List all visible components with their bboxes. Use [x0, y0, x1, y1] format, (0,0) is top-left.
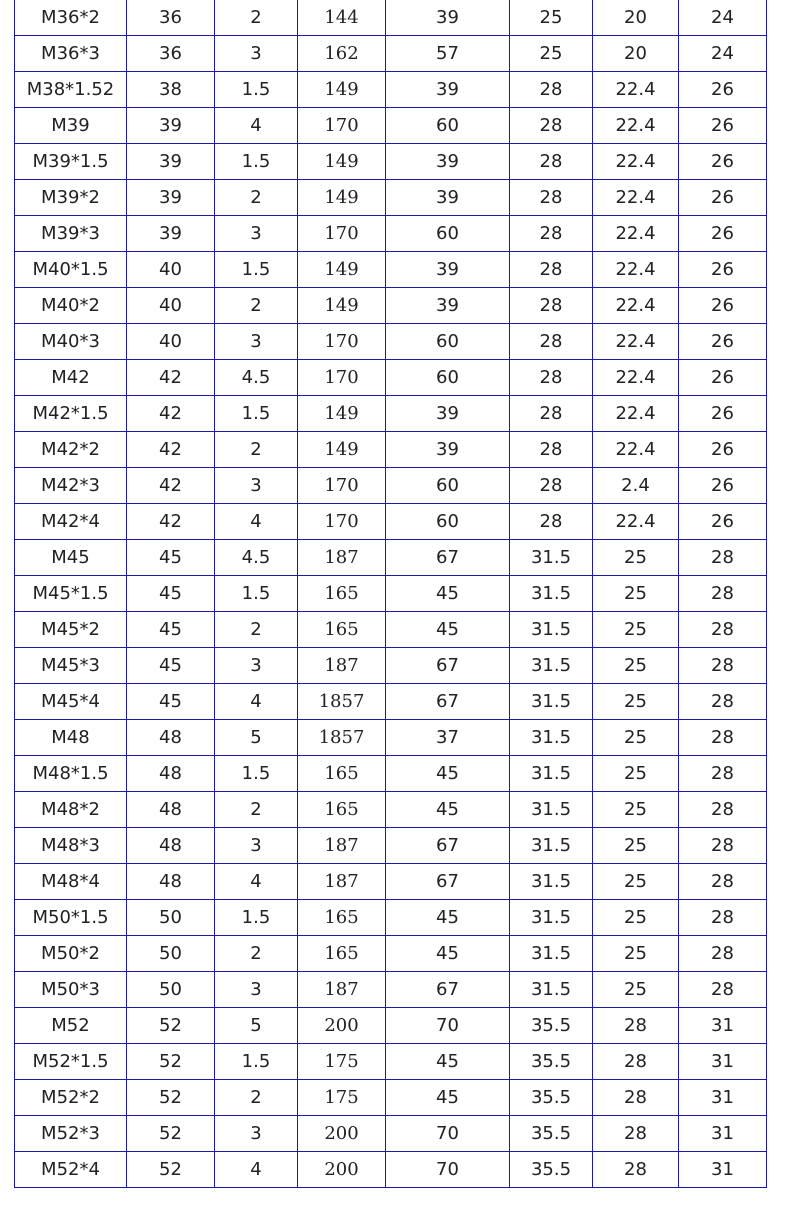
cell-pitch: 1.5 [215, 756, 298, 792]
cell-pitch: 1.5 [215, 900, 298, 936]
cell-nominal-diameter: 39 [127, 216, 215, 252]
table-row [15, 216, 767, 252]
cell-nominal-diameter: 39 [127, 180, 215, 216]
cell-length-l: 187 [298, 828, 386, 864]
cell-dimension-c: 26 [679, 216, 767, 252]
cell-dimension-a: 28 [510, 180, 593, 216]
cell-thread-size: M39*1.5 [15, 144, 127, 180]
cell-dimension-c: 24 [679, 0, 767, 36]
cell-thread-size: M50*2 [15, 936, 127, 972]
cell-thread-length: 67 [386, 828, 510, 864]
cell-dimension-a: 28 [510, 72, 593, 108]
cell-thread-length: 45 [386, 612, 510, 648]
cell-thread-size: M42 [15, 360, 127, 396]
cell-dimension-c: 28 [679, 540, 767, 576]
table-row [15, 396, 767, 432]
cell-dimension-c: 31 [679, 1116, 767, 1152]
cell-thread-size: M39*2 [15, 180, 127, 216]
cell-dimension-b: 22.4 [593, 288, 679, 324]
cell-dimension-a: 35.5 [510, 1044, 593, 1080]
cell-length-l: 170 [298, 504, 386, 540]
table-row [15, 756, 767, 792]
cell-length-l: 200 [298, 1152, 386, 1188]
cell-dimension-c: 28 [679, 900, 767, 936]
cell-pitch: 2 [215, 0, 298, 36]
cell-dimension-a: 31.5 [510, 648, 593, 684]
cell-nominal-diameter: 50 [127, 900, 215, 936]
cell-length-l: 187 [298, 648, 386, 684]
cell-dimension-b: 25 [593, 900, 679, 936]
cell-length-l: 170 [298, 108, 386, 144]
cell-length-l: 175 [298, 1080, 386, 1116]
cell-dimension-a: 31.5 [510, 936, 593, 972]
cell-pitch: 4.5 [215, 540, 298, 576]
cell-pitch: 1.5 [215, 252, 298, 288]
cell-dimension-b: 22.4 [593, 504, 679, 540]
cell-dimension-c: 28 [679, 720, 767, 756]
cell-dimension-c: 26 [679, 468, 767, 504]
table-row [15, 180, 767, 216]
table-row [15, 648, 767, 684]
cell-dimension-a: 35.5 [510, 1152, 593, 1188]
cell-nominal-diameter: 45 [127, 612, 215, 648]
cell-pitch: 3 [215, 216, 298, 252]
cell-pitch: 1.5 [215, 144, 298, 180]
cell-pitch: 2 [215, 432, 298, 468]
cell-thread-size: M40*2 [15, 288, 127, 324]
cell-thread-length: 39 [386, 72, 510, 108]
cell-dimension-b: 22.4 [593, 324, 679, 360]
table-row [15, 540, 767, 576]
table-row [15, 504, 767, 540]
cell-nominal-diameter: 45 [127, 576, 215, 612]
cell-dimension-c: 26 [679, 396, 767, 432]
cell-dimension-c: 26 [679, 180, 767, 216]
cell-length-l: 1857 [298, 684, 386, 720]
cell-thread-length: 45 [386, 756, 510, 792]
table-row [15, 324, 767, 360]
cell-dimension-b: 28 [593, 1008, 679, 1044]
cell-thread-size: M45 [15, 540, 127, 576]
cell-dimension-a: 31.5 [510, 828, 593, 864]
cell-dimension-c: 26 [679, 288, 767, 324]
cell-thread-length: 39 [386, 396, 510, 432]
cell-dimension-c: 26 [679, 324, 767, 360]
cell-thread-size: M50*1.5 [15, 900, 127, 936]
cell-dimension-b: 25 [593, 576, 679, 612]
cell-dimension-b: 22.4 [593, 72, 679, 108]
cell-nominal-diameter: 39 [127, 144, 215, 180]
cell-thread-length: 70 [386, 1008, 510, 1044]
cell-thread-length: 45 [386, 576, 510, 612]
thread-spec-table [14, 0, 767, 1188]
table-row [15, 0, 767, 36]
cell-nominal-diameter: 45 [127, 684, 215, 720]
cell-thread-size: M39*3 [15, 216, 127, 252]
cell-length-l: 149 [298, 180, 386, 216]
cell-length-l: 165 [298, 936, 386, 972]
cell-dimension-b: 25 [593, 792, 679, 828]
cell-thread-length: 57 [386, 36, 510, 72]
table-row [15, 36, 767, 72]
cell-dimension-b: 22.4 [593, 252, 679, 288]
cell-thread-size: M42*4 [15, 504, 127, 540]
cell-dimension-a: 31.5 [510, 972, 593, 1008]
cell-pitch: 2 [215, 612, 298, 648]
cell-pitch: 1.5 [215, 396, 298, 432]
cell-thread-size: M38*1.52 [15, 72, 127, 108]
cell-pitch: 4 [215, 1152, 298, 1188]
table-row [15, 972, 767, 1008]
table-row [15, 612, 767, 648]
cell-dimension-a: 31.5 [510, 864, 593, 900]
cell-thread-length: 60 [386, 504, 510, 540]
cell-pitch: 3 [215, 648, 298, 684]
cell-dimension-b: 28 [593, 1152, 679, 1188]
cell-length-l: 187 [298, 864, 386, 900]
cell-dimension-c: 31 [679, 1008, 767, 1044]
cell-dimension-a: 31.5 [510, 792, 593, 828]
cell-pitch: 2 [215, 936, 298, 972]
cell-thread-length: 67 [386, 684, 510, 720]
table-body [15, 0, 767, 1188]
cell-pitch: 5 [215, 1008, 298, 1044]
cell-dimension-c: 28 [679, 684, 767, 720]
cell-nominal-diameter: 48 [127, 864, 215, 900]
cell-thread-size: M45*3 [15, 648, 127, 684]
table-row [15, 1008, 767, 1044]
table-row [15, 576, 767, 612]
cell-thread-size: M39 [15, 108, 127, 144]
cell-nominal-diameter: 40 [127, 288, 215, 324]
cell-dimension-b: 25 [593, 864, 679, 900]
cell-nominal-diameter: 52 [127, 1008, 215, 1044]
cell-dimension-a: 28 [510, 360, 593, 396]
table-row [15, 360, 767, 396]
cell-dimension-a: 31.5 [510, 756, 593, 792]
cell-dimension-a: 31.5 [510, 612, 593, 648]
table-row [15, 288, 767, 324]
cell-dimension-c: 26 [679, 72, 767, 108]
cell-thread-length: 39 [386, 180, 510, 216]
cell-dimension-c: 24 [679, 36, 767, 72]
cell-length-l: 165 [298, 576, 386, 612]
cell-dimension-a: 35.5 [510, 1080, 593, 1116]
cell-dimension-c: 28 [679, 792, 767, 828]
cell-thread-length: 70 [386, 1116, 510, 1152]
cell-dimension-c: 26 [679, 144, 767, 180]
cell-thread-size: M36*3 [15, 36, 127, 72]
cell-thread-size: M45*4 [15, 684, 127, 720]
cell-nominal-diameter: 39 [127, 108, 215, 144]
cell-thread-length: 39 [386, 432, 510, 468]
cell-dimension-a: 31.5 [510, 540, 593, 576]
cell-length-l: 165 [298, 756, 386, 792]
cell-length-l: 170 [298, 324, 386, 360]
cell-thread-size: M48*2 [15, 792, 127, 828]
cell-dimension-b: 25 [593, 684, 679, 720]
cell-length-l: 187 [298, 972, 386, 1008]
cell-thread-length: 45 [386, 936, 510, 972]
cell-thread-size: M48 [15, 720, 127, 756]
cell-thread-length: 39 [386, 0, 510, 36]
table-row [15, 792, 767, 828]
cell-thread-length: 37 [386, 720, 510, 756]
cell-length-l: 170 [298, 216, 386, 252]
cell-nominal-diameter: 45 [127, 540, 215, 576]
cell-dimension-b: 25 [593, 648, 679, 684]
cell-dimension-c: 31 [679, 1152, 767, 1188]
cell-dimension-b: 28 [593, 1044, 679, 1080]
cell-dimension-b: 25 [593, 972, 679, 1008]
cell-thread-size: M52 [15, 1008, 127, 1044]
cell-length-l: 1857 [298, 720, 386, 756]
cell-dimension-b: 22.4 [593, 108, 679, 144]
cell-dimension-a: 28 [510, 144, 593, 180]
cell-thread-size: M42*2 [15, 432, 127, 468]
cell-pitch: 2 [215, 180, 298, 216]
cell-nominal-diameter: 52 [127, 1044, 215, 1080]
cell-length-l: 149 [298, 144, 386, 180]
cell-dimension-a: 28 [510, 432, 593, 468]
cell-length-l: 149 [298, 252, 386, 288]
cell-dimension-a: 28 [510, 396, 593, 432]
cell-pitch: 3 [215, 972, 298, 1008]
cell-nominal-diameter: 42 [127, 504, 215, 540]
cell-dimension-a: 31.5 [510, 900, 593, 936]
cell-dimension-c: 26 [679, 108, 767, 144]
cell-thread-size: M42*1.5 [15, 396, 127, 432]
cell-dimension-c: 28 [679, 864, 767, 900]
cell-thread-size: M52*1.5 [15, 1044, 127, 1080]
cell-nominal-diameter: 48 [127, 792, 215, 828]
cell-length-l: 149 [298, 288, 386, 324]
table-row [15, 936, 767, 972]
cell-thread-size: M40*1.5 [15, 252, 127, 288]
cell-pitch: 3 [215, 36, 298, 72]
cell-pitch: 1.5 [215, 576, 298, 612]
cell-thread-size: M45*2 [15, 612, 127, 648]
cell-thread-size: M42*3 [15, 468, 127, 504]
cell-dimension-b: 22.4 [593, 360, 679, 396]
cell-pitch: 4 [215, 504, 298, 540]
cell-dimension-c: 28 [679, 576, 767, 612]
cell-nominal-diameter: 36 [127, 0, 215, 36]
cell-dimension-b: 2.4 [593, 468, 679, 504]
cell-dimension-c: 31 [679, 1044, 767, 1080]
cell-thread-length: 39 [386, 252, 510, 288]
cell-thread-length: 67 [386, 648, 510, 684]
cell-nominal-diameter: 52 [127, 1080, 215, 1116]
cell-thread-length: 60 [386, 108, 510, 144]
cell-pitch: 2 [215, 288, 298, 324]
cell-thread-length: 39 [386, 144, 510, 180]
cell-thread-length: 60 [386, 360, 510, 396]
cell-nominal-diameter: 42 [127, 468, 215, 504]
cell-dimension-c: 28 [679, 612, 767, 648]
cell-nominal-diameter: 48 [127, 828, 215, 864]
cell-thread-size: M48*3 [15, 828, 127, 864]
cell-nominal-diameter: 42 [127, 432, 215, 468]
cell-pitch: 3 [215, 1116, 298, 1152]
cell-dimension-b: 25 [593, 540, 679, 576]
table-row [15, 144, 767, 180]
cell-length-l: 149 [298, 432, 386, 468]
cell-dimension-a: 28 [510, 252, 593, 288]
cell-thread-length: 45 [386, 792, 510, 828]
cell-thread-length: 67 [386, 864, 510, 900]
cell-dimension-b: 20 [593, 36, 679, 72]
cell-length-l: 165 [298, 612, 386, 648]
cell-thread-length: 45 [386, 1080, 510, 1116]
table-row [15, 1152, 767, 1188]
cell-nominal-diameter: 50 [127, 972, 215, 1008]
cell-nominal-diameter: 42 [127, 360, 215, 396]
cell-nominal-diameter: 45 [127, 648, 215, 684]
cell-dimension-a: 28 [510, 288, 593, 324]
cell-dimension-c: 28 [679, 972, 767, 1008]
cell-length-l: 162 [298, 36, 386, 72]
cell-pitch: 3 [215, 468, 298, 504]
cell-pitch: 3 [215, 324, 298, 360]
table-row [15, 108, 767, 144]
cell-dimension-b: 25 [593, 756, 679, 792]
cell-dimension-b: 20 [593, 0, 679, 36]
cell-nominal-diameter: 52 [127, 1152, 215, 1188]
cell-dimension-a: 35.5 [510, 1008, 593, 1044]
cell-dimension-c: 28 [679, 936, 767, 972]
cell-dimension-c: 26 [679, 252, 767, 288]
cell-nominal-diameter: 40 [127, 252, 215, 288]
cell-dimension-a: 35.5 [510, 1116, 593, 1152]
cell-length-l: 165 [298, 900, 386, 936]
cell-length-l: 170 [298, 468, 386, 504]
cell-pitch: 1.5 [215, 72, 298, 108]
cell-dimension-c: 28 [679, 648, 767, 684]
cell-dimension-a: 31.5 [510, 684, 593, 720]
cell-dimension-a: 31.5 [510, 576, 593, 612]
cell-thread-size: M50*3 [15, 972, 127, 1008]
cell-dimension-a: 28 [510, 504, 593, 540]
cell-thread-length: 39 [386, 288, 510, 324]
table-row [15, 252, 767, 288]
cell-thread-length: 60 [386, 216, 510, 252]
cell-dimension-b: 25 [593, 828, 679, 864]
cell-dimension-a: 31.5 [510, 720, 593, 756]
cell-length-l: 149 [298, 396, 386, 432]
cell-length-l: 170 [298, 360, 386, 396]
cell-thread-size: M52*2 [15, 1080, 127, 1116]
cell-nominal-diameter: 50 [127, 936, 215, 972]
cell-dimension-a: 28 [510, 108, 593, 144]
cell-thread-size: M52*4 [15, 1152, 127, 1188]
cell-length-l: 165 [298, 792, 386, 828]
cell-length-l: 149 [298, 72, 386, 108]
cell-dimension-b: 22.4 [593, 216, 679, 252]
table-row [15, 1044, 767, 1080]
cell-thread-length: 45 [386, 900, 510, 936]
cell-length-l: 200 [298, 1008, 386, 1044]
cell-dimension-c: 26 [679, 360, 767, 396]
cell-dimension-b: 25 [593, 720, 679, 756]
cell-dimension-c: 26 [679, 432, 767, 468]
cell-pitch: 4 [215, 108, 298, 144]
cell-thread-size: M40*3 [15, 324, 127, 360]
cell-thread-size: M48*1.5 [15, 756, 127, 792]
cell-thread-length: 67 [386, 972, 510, 1008]
cell-thread-length: 60 [386, 468, 510, 504]
cell-dimension-a: 28 [510, 468, 593, 504]
cell-dimension-b: 22.4 [593, 432, 679, 468]
cell-thread-size: M48*4 [15, 864, 127, 900]
cell-dimension-b: 25 [593, 612, 679, 648]
cell-nominal-diameter: 40 [127, 324, 215, 360]
cell-length-l: 175 [298, 1044, 386, 1080]
cell-dimension-c: 28 [679, 756, 767, 792]
cell-nominal-diameter: 36 [127, 36, 215, 72]
cell-pitch: 1.5 [215, 1044, 298, 1080]
table-row [15, 720, 767, 756]
cell-pitch: 4 [215, 684, 298, 720]
table-row [15, 1116, 767, 1152]
table-row [15, 1080, 767, 1116]
cell-dimension-a: 25 [510, 36, 593, 72]
cell-pitch: 4 [215, 864, 298, 900]
table-row [15, 72, 767, 108]
table-row [15, 684, 767, 720]
cell-length-l: 144 [298, 0, 386, 36]
cell-thread-length: 70 [386, 1152, 510, 1188]
cell-dimension-b: 28 [593, 1116, 679, 1152]
cell-nominal-diameter: 48 [127, 756, 215, 792]
cell-nominal-diameter: 52 [127, 1116, 215, 1152]
table-row [15, 432, 767, 468]
cell-dimension-b: 25 [593, 936, 679, 972]
cell-dimension-a: 25 [510, 0, 593, 36]
cell-pitch: 5 [215, 720, 298, 756]
cell-thread-length: 67 [386, 540, 510, 576]
cell-length-l: 200 [298, 1116, 386, 1152]
cell-thread-size: M45*1.5 [15, 576, 127, 612]
cell-thread-length: 45 [386, 1044, 510, 1080]
cell-thread-length: 60 [386, 324, 510, 360]
cell-nominal-diameter: 48 [127, 720, 215, 756]
table-row [15, 864, 767, 900]
cell-nominal-diameter: 38 [127, 72, 215, 108]
cell-pitch: 3 [215, 828, 298, 864]
cell-thread-size: M36*2 [15, 0, 127, 36]
cell-pitch: 2 [215, 792, 298, 828]
cell-pitch: 2 [215, 1080, 298, 1116]
cell-dimension-b: 22.4 [593, 144, 679, 180]
cell-length-l: 187 [298, 540, 386, 576]
table-row [15, 828, 767, 864]
cell-dimension-b: 28 [593, 1080, 679, 1116]
cell-dimension-b: 22.4 [593, 396, 679, 432]
table-row [15, 468, 767, 504]
table-row [15, 900, 767, 936]
cell-thread-size: M52*3 [15, 1116, 127, 1152]
cell-nominal-diameter: 42 [127, 396, 215, 432]
cell-pitch: 4.5 [215, 360, 298, 396]
cell-dimension-c: 26 [679, 504, 767, 540]
cell-dimension-a: 28 [510, 216, 593, 252]
cell-dimension-b: 22.4 [593, 180, 679, 216]
cell-dimension-c: 28 [679, 828, 767, 864]
cell-dimension-a: 28 [510, 324, 593, 360]
cell-dimension-c: 31 [679, 1080, 767, 1116]
